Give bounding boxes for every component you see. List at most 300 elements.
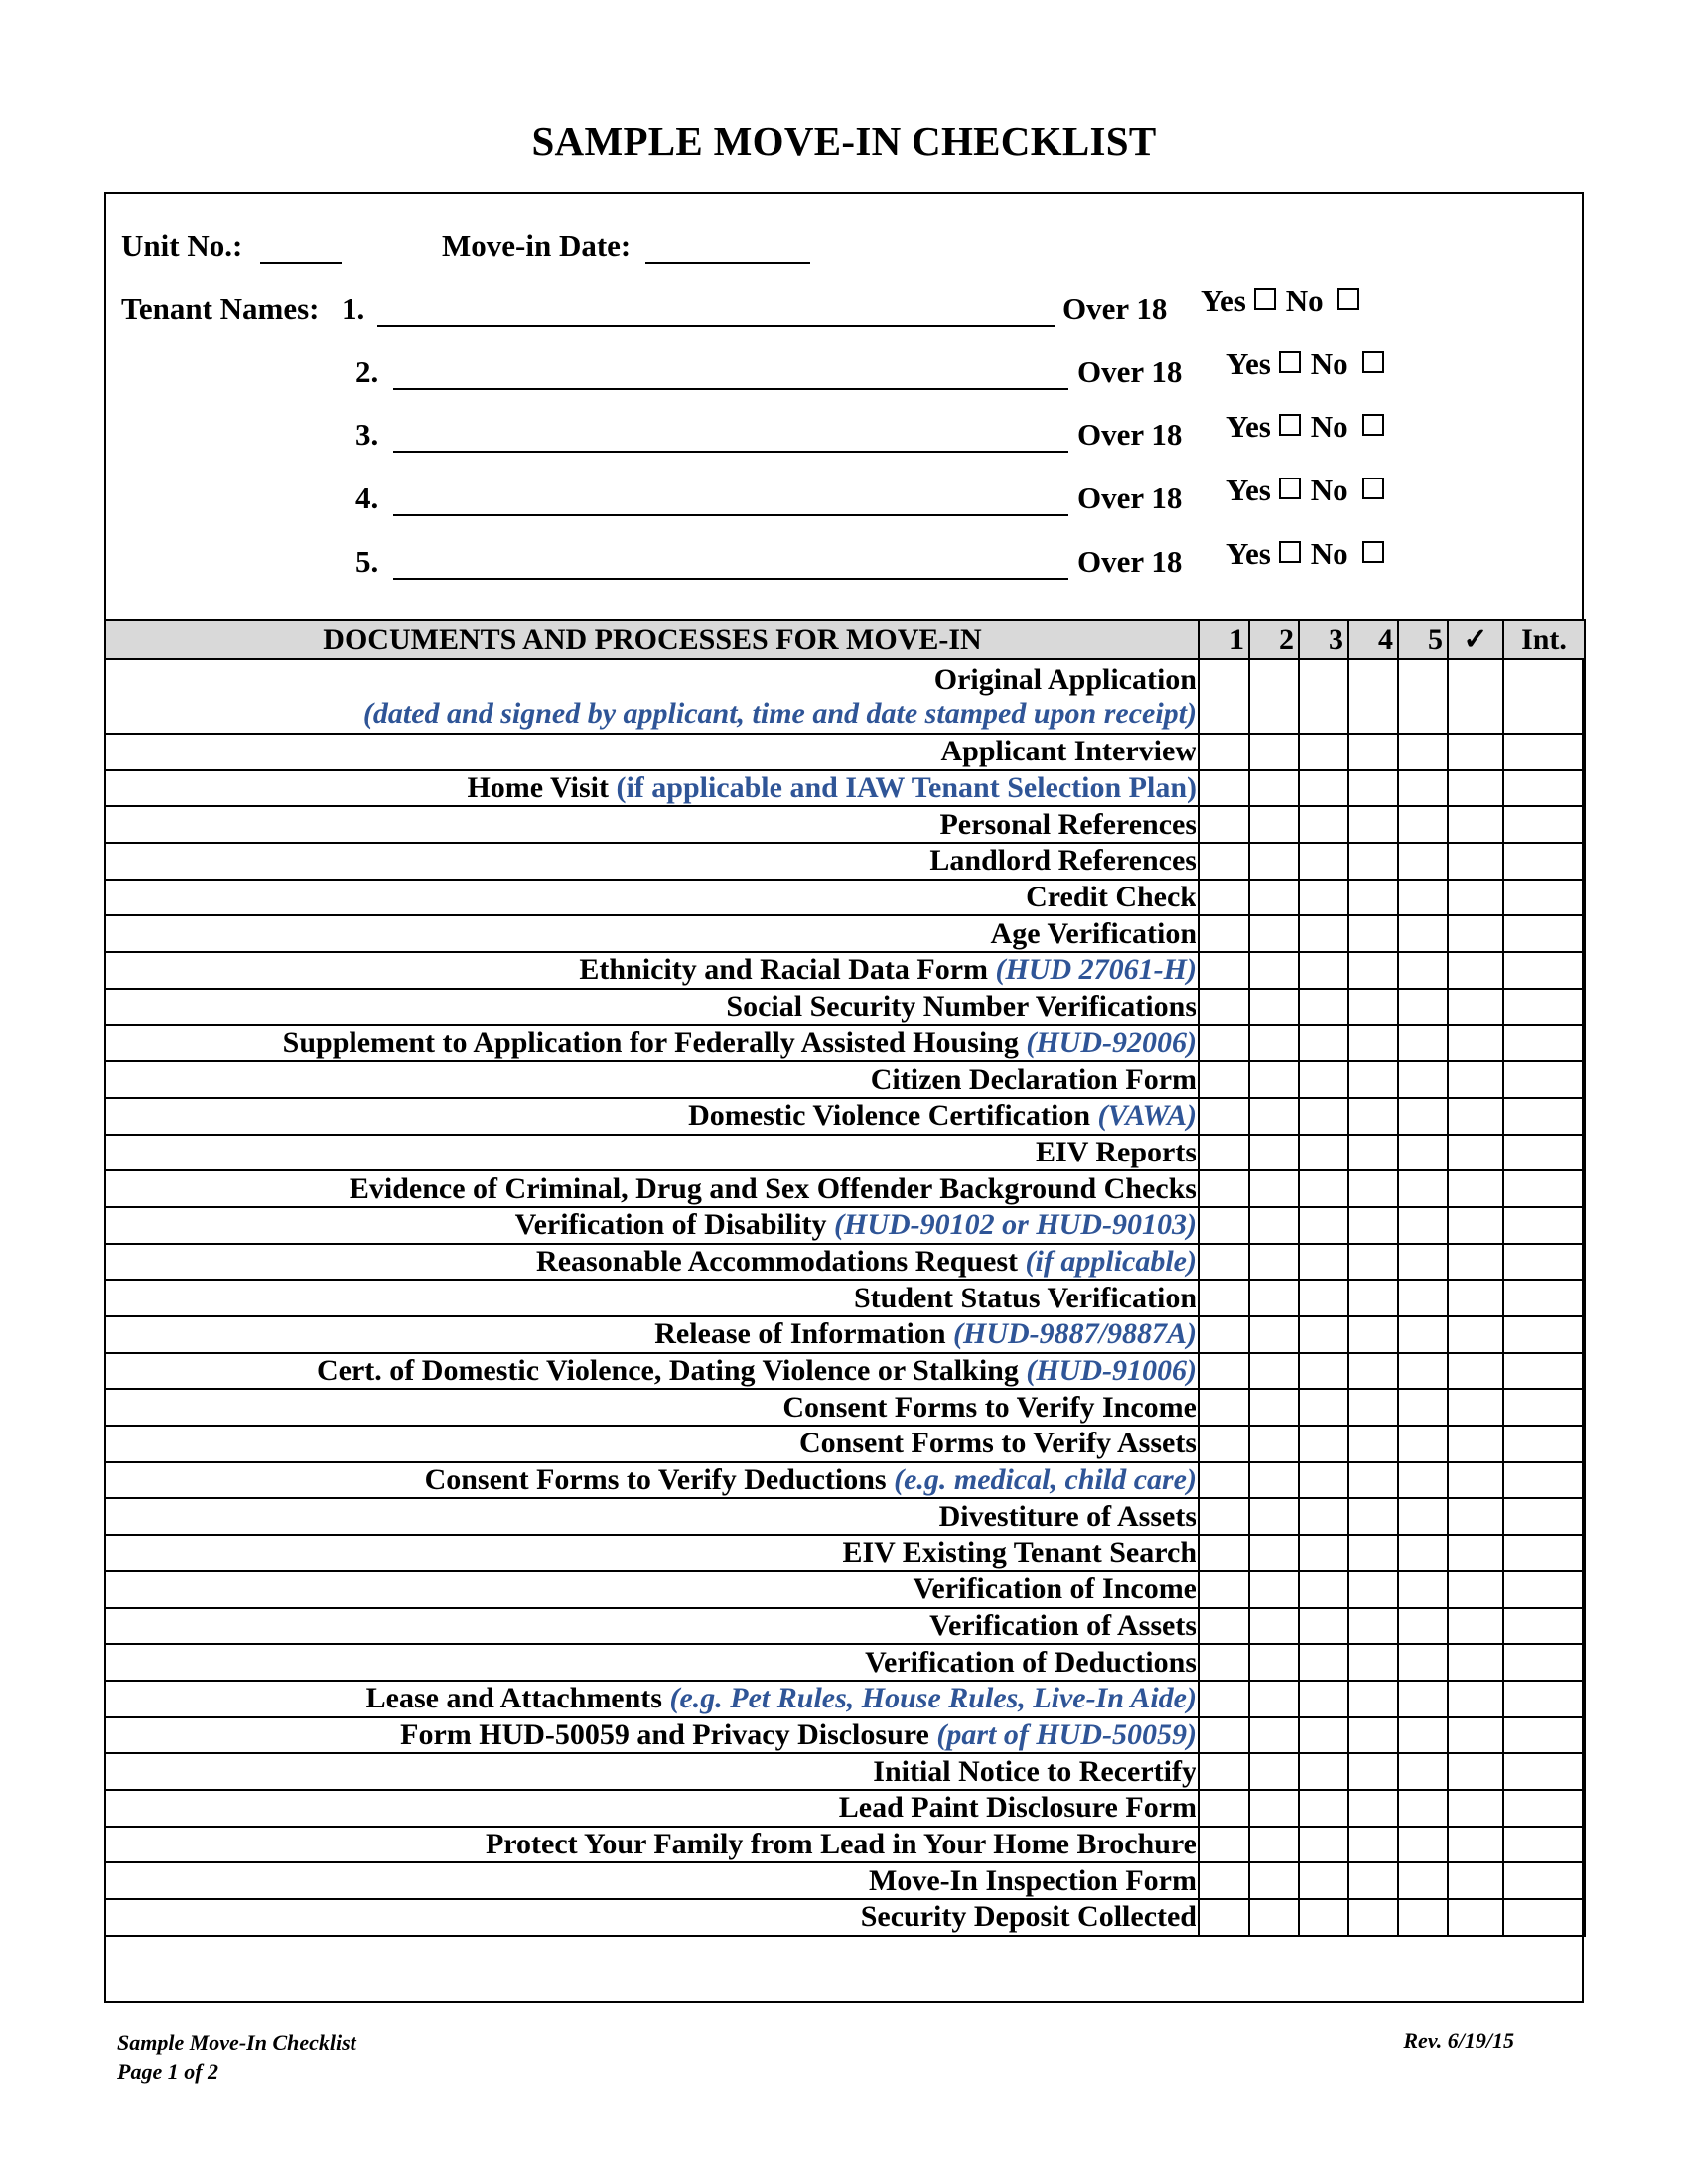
checkbox-cell-tenant-1[interactable] [1199, 1280, 1249, 1316]
checkbox-cell-initials[interactable] [1503, 843, 1585, 880]
checkbox-cell-tenant-2[interactable] [1249, 1571, 1299, 1608]
checkbox-cell-check[interactable] [1448, 1571, 1503, 1608]
checkbox-cell-tenant-2[interactable] [1249, 1827, 1299, 1863]
checkbox-cell-tenant-3[interactable] [1299, 1207, 1348, 1244]
checkbox-cell-initials[interactable] [1503, 1498, 1585, 1535]
checkbox-cell-tenant-5[interactable] [1398, 1061, 1448, 1098]
document-note: (e.g. Pet Rules, House Rules, Live-In Aide) [669, 1682, 1196, 1715]
footer-revision: Rev. 6/19/15 [1403, 2028, 1514, 2053]
checkbox-cell-tenant-1[interactable] [1199, 1608, 1249, 1645]
checkbox-cell-check[interactable] [1448, 952, 1503, 989]
checkbox-cell-tenant-1[interactable] [1199, 1571, 1249, 1608]
checkbox-cell-tenant-2[interactable] [1249, 1353, 1299, 1390]
checkbox-cell-tenant-2[interactable] [1249, 915, 1299, 952]
checkbox-cell-initials[interactable] [1503, 1170, 1585, 1207]
checkbox-cell-tenant-3[interactable] [1299, 1462, 1348, 1499]
checkbox-cell-tenant-1[interactable] [1199, 1061, 1249, 1098]
checkbox-cell-tenant-1[interactable] [1199, 989, 1249, 1025]
checkbox-cell-initials[interactable] [1503, 1098, 1585, 1135]
checkbox-cell-tenant-2[interactable] [1249, 1535, 1299, 1571]
document-label: Citizen Declaration Form [870, 1062, 1196, 1096]
checkbox-cell-tenant-3[interactable] [1299, 659, 1348, 734]
checkbox-cell-initials[interactable] [1503, 1353, 1585, 1390]
checkbox-cell-check[interactable] [1448, 1025, 1503, 1062]
checkbox-cell-check[interactable] [1448, 1753, 1503, 1790]
checkbox-cell-tenant-1[interactable] [1199, 1389, 1249, 1426]
checkbox-cell-tenant-3[interactable] [1299, 1608, 1348, 1645]
checkbox-cell-initials[interactable] [1503, 915, 1585, 952]
checkbox-cell-initials[interactable] [1503, 1717, 1585, 1754]
checkbox-cell-tenant-5[interactable] [1398, 1753, 1448, 1790]
tenant-name-field[interactable] [393, 578, 1068, 580]
table-row [105, 1135, 1585, 1171]
document-cell [105, 1827, 1199, 1863]
checkbox-cell-tenant-4[interactable] [1348, 1207, 1398, 1244]
checkbox-cell-initials[interactable] [1503, 770, 1585, 807]
checkbox-cell-tenant-4[interactable] [1348, 1426, 1398, 1462]
checkbox-cell-tenant-5[interactable] [1398, 1389, 1448, 1426]
checkbox-cell-check[interactable] [1448, 806, 1503, 843]
checkbox-cell-initials[interactable] [1503, 1462, 1585, 1499]
unit-number-field[interactable] [260, 262, 342, 264]
checkbox-cell-tenant-2[interactable] [1249, 1462, 1299, 1499]
table-row [105, 989, 1585, 1025]
checkbox-cell-tenant-1[interactable] [1199, 1207, 1249, 1244]
checkbox-cell-tenant-5[interactable] [1398, 1899, 1448, 1936]
checkbox-cell-tenant-1[interactable] [1199, 1681, 1249, 1717]
checkbox-cell-tenant-1[interactable] [1199, 1135, 1249, 1171]
checkbox-cell-tenant-1[interactable] [1199, 1462, 1249, 1499]
document-label: Personal References [939, 807, 1196, 841]
no-checkbox[interactable] [1362, 351, 1384, 373]
checkbox-cell-tenant-1[interactable] [1199, 1170, 1249, 1207]
checkbox-cell-tenant-1[interactable] [1199, 1644, 1249, 1681]
over-18-options [1226, 409, 1384, 445]
checkbox-cell-initials[interactable] [1503, 1025, 1585, 1062]
checkbox-cell-tenant-3[interactable] [1299, 843, 1348, 880]
checkbox-cell-tenant-4[interactable] [1348, 1170, 1398, 1207]
checkbox-cell-tenant-1[interactable] [1199, 1899, 1249, 1936]
checkbox-cell-initials[interactable] [1503, 1862, 1585, 1899]
checkbox-cell-tenant-4[interactable] [1348, 989, 1398, 1025]
checkbox-cell-check[interactable] [1448, 770, 1503, 807]
checkbox-cell-tenant-5[interactable] [1398, 1316, 1448, 1353]
table-row [105, 1098, 1585, 1135]
document-cell [105, 1061, 1199, 1098]
checkbox-cell-tenant-2[interactable] [1249, 659, 1299, 734]
checkbox-cell-check[interactable] [1448, 1170, 1503, 1207]
checkbox-cell-tenant-3[interactable] [1299, 1827, 1348, 1863]
checkbox-cell-tenant-3[interactable] [1299, 1681, 1348, 1717]
checkbox-cell-tenant-3[interactable] [1299, 770, 1348, 807]
checkbox-cell-initials[interactable] [1503, 1681, 1585, 1717]
tenant-name-field[interactable] [393, 451, 1068, 453]
table-row [105, 1790, 1585, 1827]
checkbox-cell-check[interactable] [1448, 659, 1503, 734]
checkbox-cell-tenant-3[interactable] [1299, 1790, 1348, 1827]
checkbox-cell-tenant-1[interactable] [1199, 1717, 1249, 1754]
checkbox-cell-tenant-4[interactable] [1348, 1753, 1398, 1790]
checkbox-cell-tenant-3[interactable] [1299, 880, 1348, 916]
checkbox-cell-tenant-4[interactable] [1348, 770, 1398, 807]
checkbox-cell-tenant-1[interactable] [1199, 1790, 1249, 1827]
checkbox-cell-tenant-5[interactable] [1398, 1608, 1448, 1645]
checkbox-cell-tenant-3[interactable] [1299, 1098, 1348, 1135]
document-label: Move-In Inspection Form [869, 1863, 1196, 1897]
checkbox-cell-tenant-4[interactable] [1348, 1717, 1398, 1754]
checkbox-cell-tenant-3[interactable] [1299, 734, 1348, 770]
checkbox-cell-tenant-2[interactable] [1249, 1862, 1299, 1899]
checkbox-cell-tenant-5[interactable] [1398, 1170, 1448, 1207]
checkbox-cell-initials[interactable] [1503, 734, 1585, 770]
checkbox-cell-tenant-3[interactable] [1299, 1644, 1348, 1681]
checkbox-cell-tenant-3[interactable] [1299, 1426, 1348, 1462]
yes-checkbox[interactable] [1279, 478, 1301, 499]
checkbox-cell-check[interactable] [1448, 1899, 1503, 1936]
checkbox-cell-check[interactable] [1448, 1098, 1503, 1135]
checkbox-cell-tenant-3[interactable] [1299, 1135, 1348, 1171]
checkbox-cell-tenant-4[interactable] [1348, 915, 1398, 952]
checkbox-cell-tenant-3[interactable] [1299, 952, 1348, 989]
checkbox-cell-tenant-2[interactable] [1249, 1681, 1299, 1717]
checkbox-cell-tenant-3[interactable] [1299, 1316, 1348, 1353]
yes-checkbox[interactable] [1279, 414, 1301, 436]
checkbox-cell-initials[interactable] [1503, 880, 1585, 916]
no-label: No [1310, 409, 1348, 444]
checkbox-cell-tenant-4[interactable] [1348, 806, 1398, 843]
checkbox-cell-tenant-2[interactable] [1249, 880, 1299, 916]
tenant-name-field[interactable] [377, 325, 1055, 327]
checkbox-cell-tenant-4[interactable] [1348, 952, 1398, 989]
header-col-2: 2 [1249, 620, 1299, 659]
checkbox-cell-check[interactable] [1448, 1608, 1503, 1645]
checkbox-cell-tenant-5[interactable] [1398, 1571, 1448, 1608]
checkbox-cell-tenant-1[interactable] [1199, 915, 1249, 952]
checkbox-cell-tenant-2[interactable] [1249, 770, 1299, 807]
checkbox-cell-initials[interactable] [1503, 1753, 1585, 1790]
checkbox-cell-tenant-2[interactable] [1249, 1389, 1299, 1426]
checkbox-cell-tenant-3[interactable] [1299, 989, 1348, 1025]
checkbox-cell-tenant-4[interactable] [1348, 1827, 1398, 1863]
checkbox-cell-initials[interactable] [1503, 806, 1585, 843]
checkbox-cell-tenant-3[interactable] [1299, 1170, 1348, 1207]
checkbox-cell-check[interactable] [1448, 915, 1503, 952]
checkbox-cell-tenant-2[interactable] [1249, 1608, 1299, 1645]
checkbox-cell-tenant-1[interactable] [1199, 1753, 1249, 1790]
yes-label: Yes [1226, 473, 1271, 507]
checkbox-cell-tenant-2[interactable] [1249, 1025, 1299, 1062]
checkbox-cell-check[interactable] [1448, 880, 1503, 916]
checkbox-cell-tenant-5[interactable] [1398, 843, 1448, 880]
checkbox-cell-tenant-2[interactable] [1249, 806, 1299, 843]
checkbox-cell-tenant-1[interactable] [1199, 659, 1249, 734]
checkbox-cell-tenant-5[interactable] [1398, 1827, 1448, 1863]
checkbox-cell-tenant-4[interactable] [1348, 1280, 1398, 1316]
checkbox-cell-tenant-3[interactable] [1299, 1025, 1348, 1062]
no-checkbox[interactable] [1337, 288, 1359, 310]
checkbox-cell-initials[interactable] [1503, 659, 1585, 734]
checkbox-cell-tenant-2[interactable] [1249, 1280, 1299, 1316]
checkbox-cell-tenant-3[interactable] [1299, 1498, 1348, 1535]
checkbox-cell-tenant-2[interactable] [1249, 1170, 1299, 1207]
checkbox-cell-check[interactable] [1448, 1498, 1503, 1535]
checkbox-cell-check[interactable] [1448, 1353, 1503, 1390]
checkbox-cell-tenant-5[interactable] [1398, 1135, 1448, 1171]
document-label: Initial Notice to Recertify [873, 1754, 1196, 1788]
checkbox-cell-initials[interactable] [1503, 1061, 1585, 1098]
checkbox-cell-initials[interactable] [1503, 1389, 1585, 1426]
checkbox-cell-initials[interactable] [1503, 1280, 1585, 1316]
checkbox-cell-tenant-1[interactable] [1199, 1862, 1249, 1899]
yes-checkbox[interactable] [1254, 288, 1276, 310]
no-label: No [1285, 283, 1324, 318]
over-18-options [1226, 473, 1384, 508]
checkbox-cell-check[interactable] [1448, 1462, 1503, 1499]
checkbox-cell-tenant-5[interactable] [1398, 1498, 1448, 1535]
document-label: Verification of Assets [929, 1608, 1196, 1642]
checkbox-cell-tenant-2[interactable] [1249, 1899, 1299, 1936]
checkbox-cell-initials[interactable] [1503, 1899, 1585, 1936]
no-checkbox[interactable] [1362, 541, 1384, 563]
checkbox-cell-tenant-5[interactable] [1398, 1535, 1448, 1571]
checkbox-cell-tenant-2[interactable] [1249, 1244, 1299, 1281]
checkbox-cell-initials[interactable] [1503, 1644, 1585, 1681]
no-checkbox[interactable] [1362, 414, 1384, 436]
table-row [105, 1244, 1585, 1281]
checkbox-cell-tenant-1[interactable] [1199, 1316, 1249, 1353]
checkbox-cell-initials[interactable] [1503, 1244, 1585, 1281]
checkbox-cell-tenant-3[interactable] [1299, 1717, 1348, 1754]
checkbox-cell-tenant-2[interactable] [1249, 1135, 1299, 1171]
checkbox-cell-tenant-3[interactable] [1299, 1899, 1348, 1936]
checkbox-cell-tenant-5[interactable] [1398, 1280, 1448, 1316]
tenant-name-field[interactable] [393, 514, 1068, 516]
checkbox-cell-tenant-1[interactable] [1199, 734, 1249, 770]
checkbox-cell-tenant-4[interactable] [1348, 659, 1398, 734]
checkbox-cell-tenant-5[interactable] [1398, 1862, 1448, 1899]
checkbox-cell-tenant-5[interactable] [1398, 1426, 1448, 1462]
checkbox-cell-check[interactable] [1448, 1316, 1503, 1353]
over-18-label: Over 18 [1077, 354, 1183, 389]
checkbox-cell-tenant-3[interactable] [1299, 1535, 1348, 1571]
checkbox-cell-check[interactable] [1448, 1135, 1503, 1171]
checkbox-cell-tenant-1[interactable] [1199, 880, 1249, 916]
checkbox-cell-tenant-2[interactable] [1249, 843, 1299, 880]
checkbox-cell-tenant-1[interactable] [1199, 1244, 1249, 1281]
checkbox-cell-tenant-2[interactable] [1249, 1098, 1299, 1135]
checkbox-cell-tenant-1[interactable] [1199, 1827, 1249, 1863]
checkbox-cell-tenant-1[interactable] [1199, 770, 1249, 807]
checkbox-cell-tenant-4[interactable] [1348, 1353, 1398, 1390]
checkbox-cell-tenant-1[interactable] [1199, 1353, 1249, 1390]
document-label: Lead Paint Disclosure Form [838, 1791, 1196, 1825]
checkbox-cell-initials[interactable] [1503, 1316, 1585, 1353]
checkbox-cell-tenant-3[interactable] [1299, 1862, 1348, 1899]
checkbox-cell-tenant-4[interactable] [1348, 1862, 1398, 1899]
checkbox-cell-tenant-4[interactable] [1348, 1135, 1398, 1171]
checkbox-cell-tenant-2[interactable] [1249, 952, 1299, 989]
table-row [105, 1753, 1585, 1790]
document-label: Applicant Interview [940, 735, 1196, 768]
checkbox-cell-tenant-4[interactable] [1348, 734, 1398, 770]
checkbox-cell-tenant-4[interactable] [1348, 1535, 1398, 1571]
checkbox-cell-tenant-2[interactable] [1249, 1426, 1299, 1462]
checkbox-cell-tenant-1[interactable] [1199, 1426, 1249, 1462]
checkbox-cell-tenant-2[interactable] [1249, 734, 1299, 770]
checkbox-cell-check[interactable] [1448, 1535, 1503, 1571]
checkbox-cell-tenant-1[interactable] [1199, 1098, 1249, 1135]
checkbox-cell-check[interactable] [1448, 1862, 1503, 1899]
checkbox-cell-tenant-5[interactable] [1398, 734, 1448, 770]
checkbox-cell-initials[interactable] [1503, 989, 1585, 1025]
checkbox-cell-tenant-4[interactable] [1348, 880, 1398, 916]
checkbox-cell-check[interactable] [1448, 843, 1503, 880]
checkbox-cell-tenant-1[interactable] [1199, 1498, 1249, 1535]
checkbox-cell-tenant-1[interactable] [1199, 806, 1249, 843]
checkbox-cell-tenant-4[interactable] [1348, 843, 1398, 880]
checkbox-cell-initials[interactable] [1503, 952, 1585, 989]
checkbox-cell-check[interactable] [1448, 1389, 1503, 1426]
checkbox-cell-tenant-5[interactable] [1398, 1790, 1448, 1827]
checkbox-cell-tenant-4[interactable] [1348, 1061, 1398, 1098]
checkbox-cell-tenant-2[interactable] [1249, 1207, 1299, 1244]
document-note: (e.g. medical, child care) [894, 1463, 1196, 1497]
checkbox-cell-check[interactable] [1448, 734, 1503, 770]
checkbox-cell-initials[interactable] [1503, 1608, 1585, 1645]
checkbox-cell-tenant-5[interactable] [1398, 989, 1448, 1025]
checkbox-cell-tenant-5[interactable] [1398, 1462, 1448, 1499]
over-18-label: Over 18 [1077, 544, 1183, 579]
checkbox-cell-tenant-5[interactable] [1398, 880, 1448, 916]
checkbox-cell-tenant-2[interactable] [1249, 1061, 1299, 1098]
checkbox-cell-tenant-4[interactable] [1348, 1571, 1398, 1608]
checkbox-cell-tenant-2[interactable] [1249, 1717, 1299, 1754]
checkbox-cell-check[interactable] [1448, 989, 1503, 1025]
checkbox-cell-tenant-5[interactable] [1398, 1207, 1448, 1244]
checkbox-cell-check[interactable] [1448, 1244, 1503, 1281]
checkbox-cell-tenant-3[interactable] [1299, 915, 1348, 952]
header-col-5: 5 [1398, 620, 1448, 659]
document-note: (HUD-9887/9887A) [953, 1317, 1196, 1351]
checkbox-cell-tenant-5[interactable] [1398, 806, 1448, 843]
checkbox-cell-tenant-4[interactable] [1348, 1644, 1398, 1681]
checkbox-cell-check[interactable] [1448, 1717, 1503, 1754]
checkbox-cell-tenant-4[interactable] [1348, 1025, 1398, 1062]
document-label: Lease and Attachments [365, 1682, 662, 1715]
checkbox-cell-tenant-5[interactable] [1398, 1717, 1448, 1754]
checkbox-cell-tenant-1[interactable] [1199, 843, 1249, 880]
checkbox-cell-check[interactable] [1448, 1280, 1503, 1316]
checkbox-cell-tenant-5[interactable] [1398, 1244, 1448, 1281]
yes-checkbox[interactable] [1279, 351, 1301, 373]
table-header-row [105, 620, 1585, 659]
checkbox-cell-tenant-3[interactable] [1299, 1061, 1348, 1098]
checkbox-cell-tenant-4[interactable] [1348, 1790, 1398, 1827]
checkbox-cell-tenant-2[interactable] [1249, 989, 1299, 1025]
document-label: Reasonable Accommodations Request [536, 1244, 1019, 1278]
checkbox-cell-tenant-5[interactable] [1398, 915, 1448, 952]
checkbox-cell-tenant-5[interactable] [1398, 659, 1448, 734]
checkbox-cell-tenant-5[interactable] [1398, 1681, 1448, 1717]
checkbox-cell-tenant-2[interactable] [1249, 1498, 1299, 1535]
checkbox-cell-tenant-4[interactable] [1348, 1462, 1398, 1499]
yes-checkbox[interactable] [1279, 541, 1301, 563]
checkbox-cell-check[interactable] [1448, 1681, 1503, 1717]
checkbox-cell-tenant-4[interactable] [1348, 1244, 1398, 1281]
checkbox-cell-tenant-2[interactable] [1249, 1644, 1299, 1681]
checkbox-cell-check[interactable] [1448, 1644, 1503, 1681]
checkbox-cell-initials[interactable] [1503, 1790, 1585, 1827]
checkbox-cell-tenant-4[interactable] [1348, 1389, 1398, 1426]
checkbox-cell-check[interactable] [1448, 1061, 1503, 1098]
header-col-4: 4 [1348, 620, 1398, 659]
table-row [105, 770, 1585, 807]
no-label: No [1310, 346, 1348, 381]
checkbox-cell-initials[interactable] [1503, 1827, 1585, 1863]
checkbox-cell-tenant-5[interactable] [1398, 1025, 1448, 1062]
document-cell [105, 1535, 1199, 1571]
checkbox-cell-tenant-4[interactable] [1348, 1608, 1398, 1645]
checkbox-cell-check[interactable] [1448, 1207, 1503, 1244]
checkbox-cell-tenant-5[interactable] [1398, 1098, 1448, 1135]
move-in-date-field[interactable] [645, 262, 810, 264]
table-row [105, 1389, 1585, 1426]
checkbox-cell-tenant-3[interactable] [1299, 806, 1348, 843]
checkbox-cell-tenant-5[interactable] [1398, 1644, 1448, 1681]
checkbox-cell-tenant-1[interactable] [1199, 1025, 1249, 1062]
document-label: Age Verification [990, 916, 1196, 950]
checkbox-cell-initials[interactable] [1503, 1207, 1585, 1244]
checkbox-cell-tenant-5[interactable] [1398, 770, 1448, 807]
checkbox-cell-tenant-4[interactable] [1348, 1316, 1398, 1353]
no-checkbox[interactable] [1362, 478, 1384, 499]
checkbox-cell-tenant-3[interactable] [1299, 1753, 1348, 1790]
checkbox-cell-initials[interactable] [1503, 1571, 1585, 1608]
checkbox-cell-tenant-3[interactable] [1299, 1571, 1348, 1608]
checkbox-cell-check[interactable] [1448, 1827, 1503, 1863]
checkbox-cell-tenant-1[interactable] [1199, 952, 1249, 989]
checkbox-cell-tenant-4[interactable] [1348, 1681, 1398, 1717]
checkbox-cell-check[interactable] [1448, 1790, 1503, 1827]
checkbox-cell-tenant-5[interactable] [1398, 952, 1448, 989]
checkbox-cell-tenant-4[interactable] [1348, 1498, 1398, 1535]
checkbox-cell-tenant-1[interactable] [1199, 1535, 1249, 1571]
checkbox-cell-tenant-2[interactable] [1249, 1753, 1299, 1790]
checkbox-cell-tenant-4[interactable] [1348, 1899, 1398, 1936]
over-18-label: Over 18 [1062, 291, 1168, 326]
checkbox-cell-tenant-5[interactable] [1398, 1353, 1448, 1390]
no-label: No [1310, 536, 1348, 571]
checkbox-cell-initials[interactable] [1503, 1426, 1585, 1462]
tenant-name-field[interactable] [393, 388, 1068, 390]
checkbox-cell-check[interactable] [1448, 1426, 1503, 1462]
document-label: Consent Forms to Verify Assets [799, 1427, 1196, 1460]
checkbox-cell-tenant-3[interactable] [1299, 1244, 1348, 1281]
document-note: (if applicable) [1025, 1244, 1196, 1278]
checkbox-cell-tenant-3[interactable] [1299, 1389, 1348, 1426]
document-cell [105, 1135, 1199, 1171]
document-cell [105, 1280, 1199, 1316]
checkbox-cell-tenant-3[interactable] [1299, 1280, 1348, 1316]
checkbox-cell-tenant-2[interactable] [1249, 1790, 1299, 1827]
header-initials: Int. [1503, 620, 1585, 659]
checkbox-cell-initials[interactable] [1503, 1135, 1585, 1171]
checkbox-cell-initials[interactable] [1503, 1535, 1585, 1571]
checkbox-cell-tenant-2[interactable] [1249, 1316, 1299, 1353]
checkbox-cell-tenant-3[interactable] [1299, 1353, 1348, 1390]
checkbox-cell-tenant-4[interactable] [1348, 1098, 1398, 1135]
footer-page-number: Page 1 of 2 [117, 2059, 219, 2084]
